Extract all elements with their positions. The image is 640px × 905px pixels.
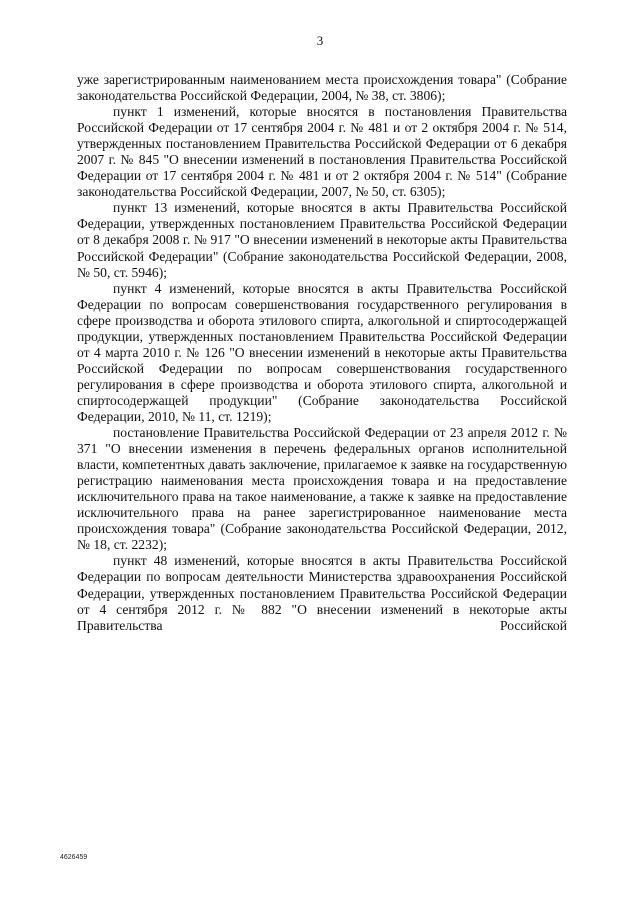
page-number: 3 — [316, 33, 324, 48]
paragraph-item-4: пункт 4 изменений, которые вносятся в акты Правительства Российской Федерации по вопросам совершенствования государственного регулирования в сфере производства и оборота этилового спирта, алкогольной и спиртосодержащей продукции, утвержденных постановлением Правительства Российской Федерации от 4 марта 2010 г. № 126 "О внесении изменений в некоторые акты Правительства Российской Федерации по вопросам совершенствования государственного регулирования в сфере производства и оборота этилового спирта, алкогольной и спиртосодержащей продукции" (Собрание законодательства Российской Федерации, 2010, № 11, ст. 1219); — [77, 280, 567, 424]
paragraph-item-13: пункт 13 изменений, которые вносятся в акты Правительства Российской Федерации, утвержденных постановлением Правительства Российской Федерации от 8 декабря 2008 г. № 917 "О внесении изменений в некоторые акты Правительства Российской Федерации" (Собрание законодательства Российской Федерации, 2008, № 50, ст. 5946); — [77, 200, 567, 280]
document-code: 4626459 — [60, 854, 88, 861]
paragraph-continuation: уже зарегистрированным наименованием места происхождения товара" (Собрание законодательства Российской Федерации, 2004, № 38, ст. 3806); — [77, 72, 567, 104]
paragraph-item-48: пункт 48 изменений, которые вносятся в акты Правительства Российской Федерации по вопросам деятельности Министерства здравоохранения Российской Федерации, утвержденных постановлением Правительства Российской Федерации от 4 сентября 2012 г. № 882 "О внесении изменений в некоторые акты Правительства Российской — [77, 553, 567, 633]
paragraph-resolution-371: постановление Правительства Российской Федерации от 23 апреля 2012 г. № 371 "О внесении изменения в перечень федеральных органов исполнительной власти, компетентных давать заключение, прилагаемое к заявке на государственную регистрацию наименования места происхождения товара и на предоставление исключительного права на такое наименование, а также к заявке на предоставление исключительного права на ранее зарегистрированное наименование места происхождения товара" (Собрание законодательства Российской Федерации, 2012, № 18, ст. 2232); — [77, 425, 567, 553]
paragraph-item-1: пункт 1 изменений, которые вносятся в постановления Правительства Российской Федерации от 17 сентября 2004 г. № 481 и от 2 октября 2004 г. № 514, утвержденных постановлением Правительства Российской Федерации от 6 декабря 2007 г. № 845 "О внесении изменений в постановления Правительства Российской Федерации от 17 сентября 2004 г. № 481 и от 2 октября 2004 г. № 514" (Собрание законодательства Российской Федерации, 2007, № 50, ст. 6305); — [77, 104, 567, 200]
document-body — [77, 72, 567, 634]
